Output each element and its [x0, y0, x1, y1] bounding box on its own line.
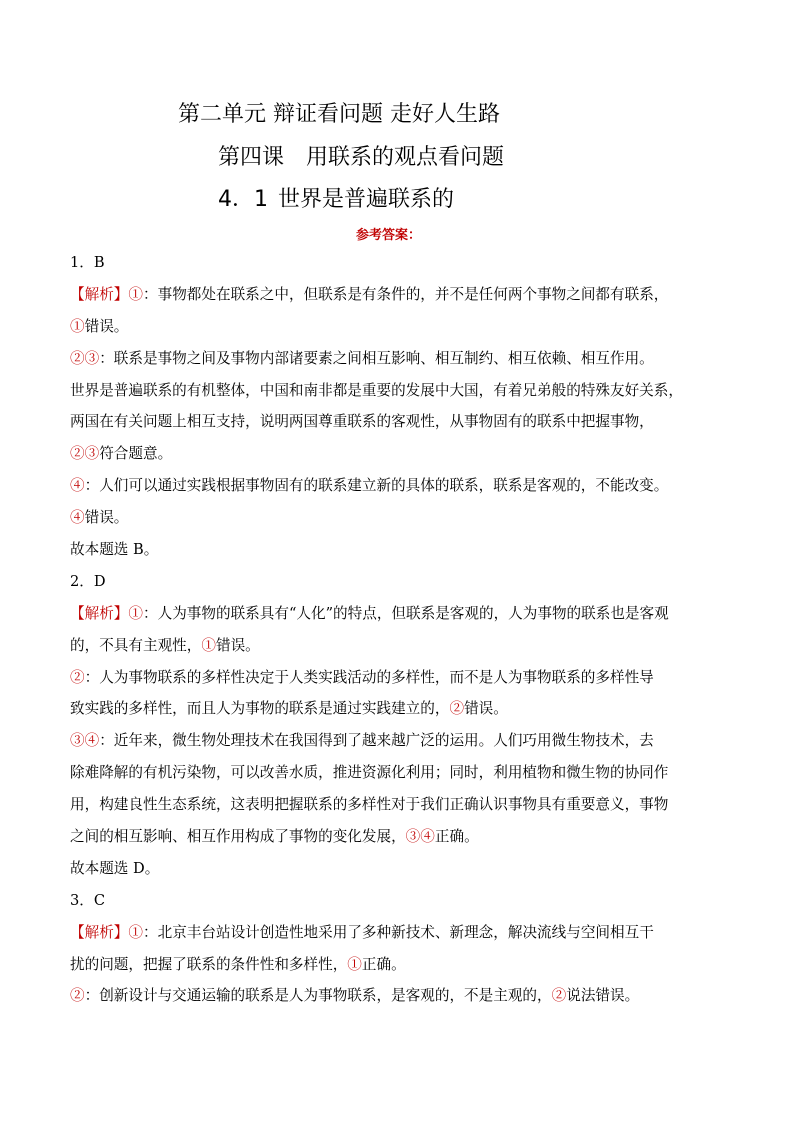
line-text: ：事物都处在联系之中，但联系是有条件的，并不是任何两个事物之间都有联系， — [143, 285, 669, 303]
marker-text: ① — [128, 923, 143, 941]
marker-text: 【解析】 — [70, 285, 129, 303]
answer-line — [70, 375, 730, 407]
line-text: 的，不具有主观性， — [70, 636, 202, 654]
line-text: 3．C — [70, 891, 106, 909]
section-title — [218, 189, 454, 211]
section-number: 4．1 — [218, 187, 268, 212]
line-text: 正确。 — [434, 828, 479, 846]
line-text: 致实践的多样性，而且人为事物的联系是通过实践建立的， — [70, 700, 450, 718]
answer-line — [70, 917, 730, 949]
marker-text: ④ — [70, 477, 85, 495]
answer-line — [70, 885, 730, 917]
marker-text: 【解析】 — [70, 604, 129, 622]
marker-text: ② — [551, 987, 567, 1005]
line-text: ：人们可以通过实践根据事物固有的联系建立新的具体的联系，联系是客观的，不能改变。 — [84, 477, 669, 495]
answer-line — [70, 534, 730, 566]
marker-text: ① — [347, 955, 362, 973]
marker-text: ③④ — [70, 732, 100, 750]
answer-line — [70, 662, 730, 694]
line-text: 符合题意。 — [99, 445, 173, 463]
marker-text: ② — [449, 700, 465, 718]
answer-line — [70, 566, 730, 598]
lesson-title: 第四课 用联系的观点看问题 — [218, 145, 505, 170]
line-text: ：联系是事物之间及事物内部诸要素之间相互影响、相互制约、相互依赖、相互作用。 — [99, 349, 654, 367]
answer-body — [70, 247, 730, 1012]
line-text: ：人为事物的联系具有“人化”的特点，但联系是客观的，人为事物的联系也是客观 — [143, 604, 669, 622]
marker-text: 【解析】 — [70, 923, 129, 941]
answer-line — [70, 693, 730, 725]
answer-line — [70, 343, 730, 375]
line-text: 之间的相互影响、相互作用构成了事物的变化发展， — [70, 828, 406, 846]
line-text: ：人为事物联系的多样性决定于人类实践活动的多样性，而不是人为事物联系的多样性导 — [84, 668, 654, 686]
answer-line — [70, 279, 730, 311]
line-text: 用，构建良性生态系统，这表明把握联系的多样性对于我们正确认识事物具有重要意义，事物 — [70, 796, 669, 814]
answer-line — [70, 725, 730, 757]
line-text: ：近年来，微生物处理技术在我国得到了越来越广泛的运用。人们巧用微生物技术，去 — [99, 732, 654, 750]
answer-line — [70, 502, 730, 534]
line-text: 错误。 — [215, 636, 260, 654]
marker-text: ① — [70, 317, 85, 335]
line-text: 1．B — [70, 254, 105, 271]
unit-title: 第二单元 辩证看问题 走好人生路 — [178, 102, 500, 127]
marker-text: ④ — [70, 509, 85, 527]
line-text: 错误。 — [84, 317, 129, 335]
line-text: 两国在有关问题上相互支持，说明两国尊重联系的客观性，从事物固有的联系中把握事物， — [70, 413, 654, 431]
marker-text: ② — [70, 668, 85, 686]
answer-line — [70, 949, 730, 981]
answer-line — [70, 438, 730, 470]
marker-text: ②③ — [70, 349, 100, 367]
answer-line — [70, 247, 730, 279]
reference-answer-label: 参考答案： — [356, 228, 422, 243]
answer-line — [70, 789, 730, 821]
line-text: 故本题选 B。 — [70, 541, 159, 559]
marker-text: ② — [70, 987, 85, 1005]
answer-line — [70, 757, 730, 789]
marker-text: ②③ — [70, 445, 100, 463]
line-text: 错误。 — [464, 700, 508, 718]
answer-line — [70, 630, 730, 662]
answer-line — [70, 598, 730, 630]
marker-text: ③④ — [405, 828, 435, 846]
marker-text: ① — [201, 636, 216, 654]
answer-line — [70, 406, 730, 438]
answer-line — [70, 311, 730, 343]
line-text: 故本题选 D。 — [70, 859, 160, 877]
marker-text: ① — [128, 285, 143, 303]
line-text: 说法错误。 — [566, 987, 640, 1005]
line-text: 正确。 — [361, 955, 406, 973]
answer-line — [70, 821, 730, 853]
line-text: ：创新设计与交通运输的联系是人为事物联系，是客观的，不是主观的， — [84, 987, 552, 1005]
line-text: 扰的问题，把握了联系的条件性和多样性， — [70, 955, 348, 973]
section-name: 世界是普遍联系的 — [278, 187, 455, 212]
line-text: ：北京丰台站设计创造性地采用了多种新技术、新理念，解决流线与空间相互干 — [143, 923, 654, 941]
answer-line — [70, 853, 730, 885]
line-text: 2．D — [70, 572, 106, 590]
line-text: 除难降解的有机污染物，可以改善水质，推进资源化利用；同时，利用植物和微生物的协同作 — [70, 764, 669, 782]
line-text: 错误。 — [84, 509, 129, 527]
line-text: 世界是普遍联系的有机整体，中国和南非都是重要的发展中大国，有着兄弟般的特殊友好关系， — [70, 381, 683, 399]
answer-line — [70, 980, 730, 1012]
marker-text: ① — [128, 604, 143, 622]
answer-line — [70, 470, 730, 502]
